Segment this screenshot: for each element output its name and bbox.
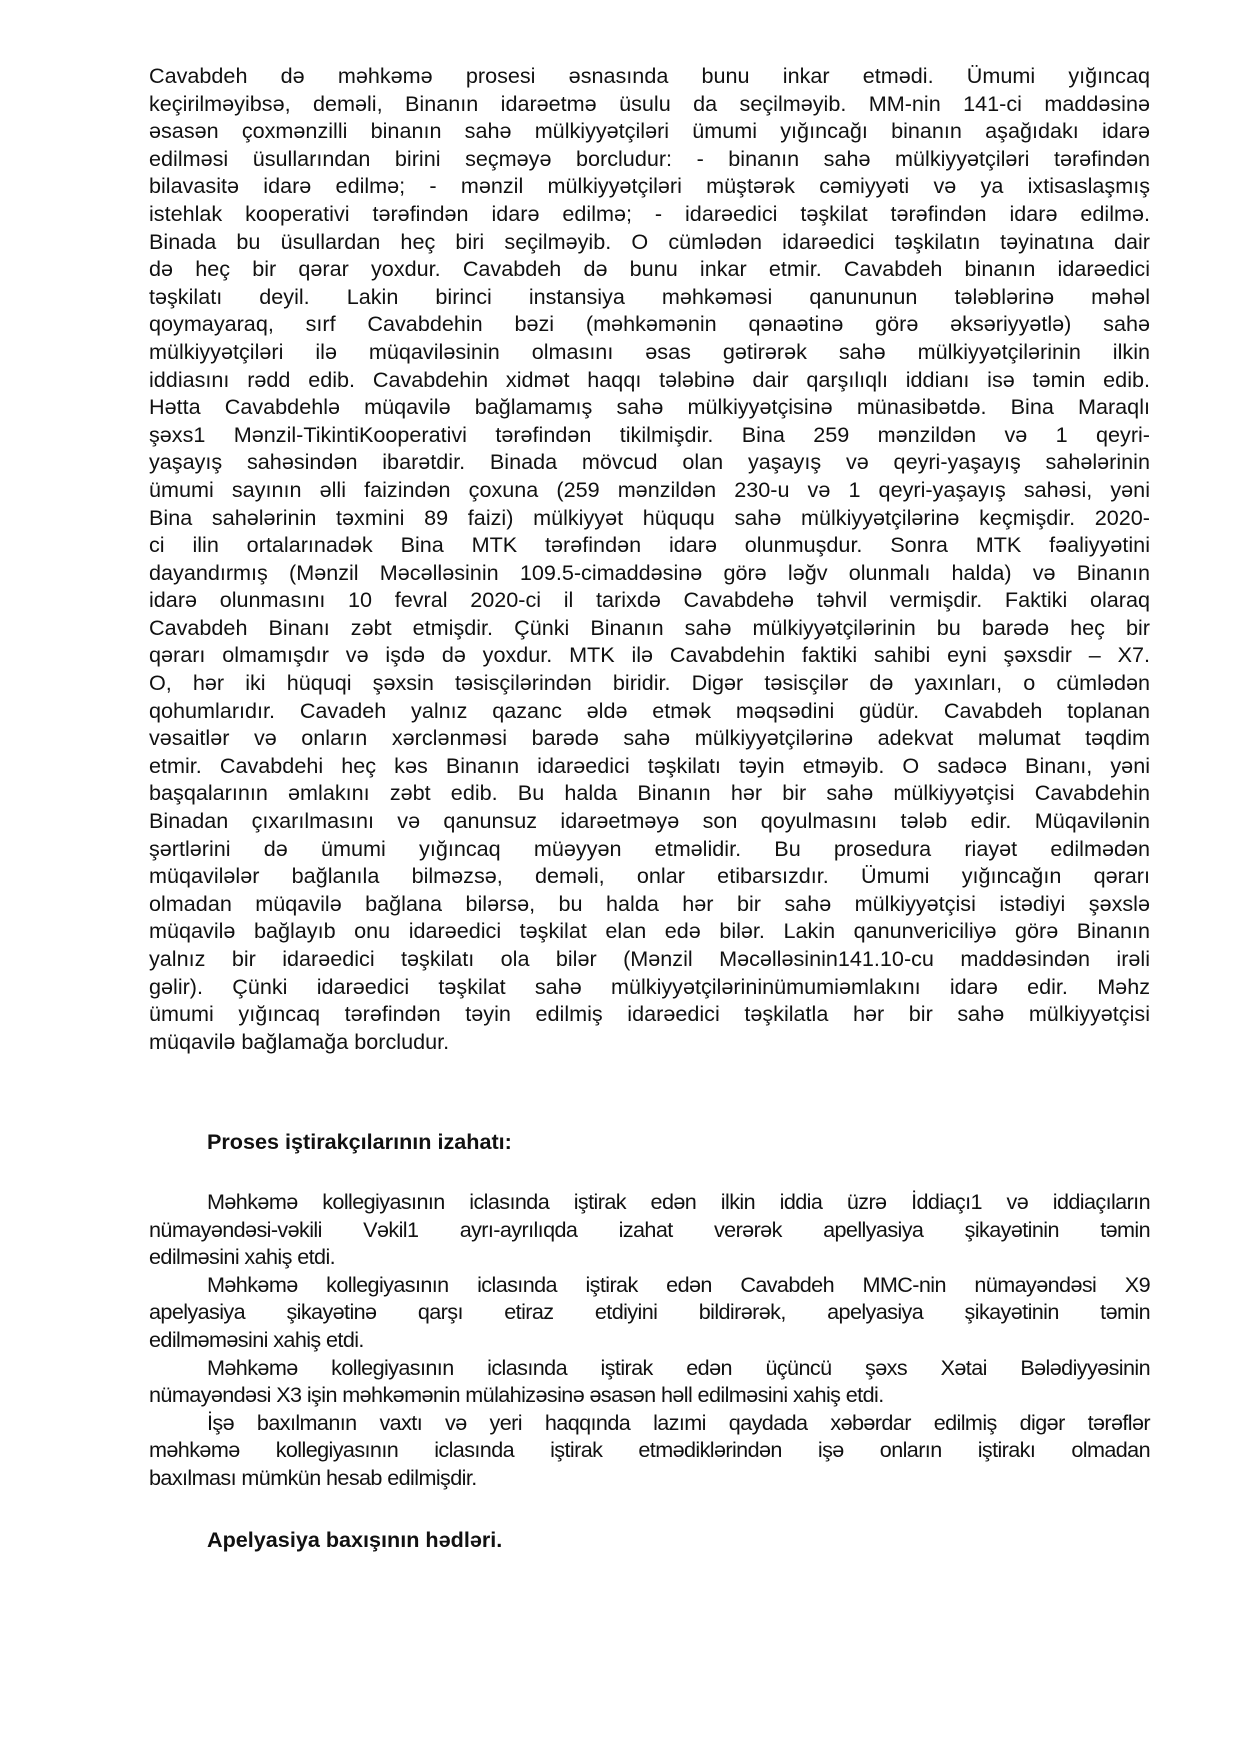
text-line: Hətta Cavabdehlə müqavilə bağlamamış sahə mülkiyyətçisinə münasibətdə. Bina Maraqlı [149,394,1150,420]
text-line: müqavilə bağlamağa borcludur. [149,1028,450,1054]
text-line: qohumlarıdır. Cavadeh yalnız qazanc əldə etmək məqsədini güdür. Cavabdeh toplanan [149,697,1150,723]
text-line: məhkəmə kollegiyasının iclasında iştirak etmədiklərindən işə onların iştirakı olmadan [149,1437,1150,1463]
text-line: müqavilə bağlayıb onu idarəedici təşkilat elan edə bilər. Lakin qanunvericiliyə görə Binanın [149,918,1150,944]
text-line: şəxs1 Mənzil-TikintiKooperativi tərəfindən tikilmişdir. Bina 259 mənzildən və 1 qeyri- [149,421,1150,447]
text-line: istehlak kooperativi tərəfindən idarə edilmə; - idarəedici təşkilat tərəfindən idarə edilmə. [149,200,1150,226]
text-line: qoymayaraq, sırf Cavabdehin bəzi (məhkəmənin qənaətinə görə əksəriyyətlə) sahə [149,311,1150,337]
text-line: ümumi sayının əlli faizindən çoxuna (259 mənzildən 230-u və 1 qeyri-yaşayış sahəsi, yəni [149,476,1150,502]
text-line: İşə baxılmanın vaxtı və yeri haqqında lazımi qaydada xəbərdar edilmiş digər tərəflər [207,1409,1150,1435]
text-line: Binadan çıxarılmasını və qanunsuz idarəetməyə son qoyulmasını tələb edir. Müqavilənin [149,808,1150,834]
text-line: edilməsini xahiş etdi. [149,1244,336,1270]
text-line: O, hər iki hüquqi şəxsin təsisçilərindən biridir. Digər təsisçilər də yaxınları, o cümlədən [149,670,1150,696]
participants-explanation-section [149,1188,1150,1492]
section-heading-participants-explanation: Proses iştirakçılarının izahatı: [207,1129,512,1154]
text-line: Məhkəmə kollegiyasının iclasında iştirak edən üçüncü şəxs Xətai Bələdiyyəsinin [207,1354,1150,1380]
text-line: dayandırmış (Mənzil Məcəlləsinin 109.5-cimaddəsinə görə ləğv olunmalı halda) və Binanın [149,559,1150,585]
explanation-paragraph [149,1188,1150,1271]
text-line: Cavabdeh də məhkəmə prosesi əsnasında bunu inkar etmədi. Ümumi yığıncaq [149,63,1150,88]
text-line: Bina sahələrinin təxmini 89 faizi) mülkiyyət hüququ sahə mülkiyyətçilərinə keçmişdir. 2020- [149,504,1150,530]
text-line: nümayəndəsi-vəkili Vəkil1 ayrı-ayrılıqda izahat verərək apellyasiya şikayətinin təmin [149,1216,1150,1242]
text-line: olmadan müqavilə bağlana bilərsə, bu halda hər bir sahə mülkiyyətçisi istədiyi şəxslə [149,890,1150,916]
text-line: müqavilələr bağlanıla bilməzsə, deməli, onlar etibarsızdır. Ümumi yığıncağın qərarı [149,863,1150,889]
text-line: etmir. Cavabdehi heç kəs Binanın idarəedici təşkilatı təyin etməyib. O sadəcə Binanı, yəni [149,752,1150,778]
text-line: edilməməsini xahiş etdi. [149,1326,364,1352]
text-line: şərtlərini də ümumi yığıncaq müəyyən etməlidir. Bu prosedura riayət edilmədən [149,835,1150,861]
body-paragraph-1 [149,62,1150,1055]
text-line: bilavasitə idarə edilmə; - mənzil mülkiyyətçiləri müştərək cəmiyyəti və ya ixtisaslaşmış [149,173,1150,199]
text-line: keçirilməyibsə, deməli, Binanın idarəetmə üsulu da seçilməyib. MM-nin 141-ci maddəsinə [149,90,1150,116]
text-line: yalnız bir idarəedici təşkilatı ola bilər (Mənzil Məcəlləsinin141.10-cu maddəsindən irəli [149,946,1150,971]
text-line: apelyasiya şikayətinə qarşı etiraz etdiyini bildirərək, apelyasiya şikayətinin təmin [149,1299,1150,1325]
explanation-paragraph [149,1354,1150,1409]
text-line: təşkilatı deyil. Lakin birinci instansiya məhkəməsi qanununun tələblərinə məhəl [149,283,1150,309]
text-line: başqalarının əmlakını zəbt edib. Bu halda Binanın hər bir sahə mülkiyyətçisi Cavabdehin [149,780,1150,806]
text-line: Binada bu üsullardan heç biri seçilməyib. O cümlədən idarəedici təşkilatın təyinatına dair [149,228,1150,254]
text-line: Məhkəmə kollegiyasının iclasında iştirak edən ilkin iddia üzrə İddiaçı1 və iddiaçıların [207,1189,1150,1214]
text-line: də heç bir qərar yoxdur. Cavabdeh də bunu inkar etmir. Cavabdeh binanın idarəedici [149,256,1150,282]
text-line: vəsaitlər və onların xərclənməsi barədə sahə mülkiyyətçilərinə adekvat məlumat təqdim [149,725,1150,751]
section-heading-appeal-limits: Apelyasiya baxışının hədləri. [207,1527,503,1552]
explanation-paragraph [149,1409,1150,1492]
text-line: baxılması mümkün hesab edilmişdir. [149,1464,477,1490]
explanation-paragraph [149,1271,1150,1354]
text-line: edilməsi üsullarından birini seçməyə borcludur: - binanın sahə mülkiyyətçiləri tərəfindən [149,145,1150,171]
text-line: Məhkəmə kollegiyasının iclasında iştirak edən Cavabdeh MMC-nin nümayəndəsi X9 [207,1271,1150,1297]
text-line: ümumi yığıncaq tərəfindən təyin edilmiş idarəedici təşkilatla hər bir sahə mülkiyyətçisi [149,1001,1150,1027]
text-line: ci ilin ortalarınadək Bina MTK tərəfindən idarə olunmuşdur. Sonra MTK fəaliyyətini [149,532,1150,558]
text-line: yaşayış sahəsindən ibarətdir. Binada mövcud olan yaşayış və qeyri-yaşayış sahələrinin [149,449,1150,475]
text-line: nümayəndəsi X3 işin məhkəmənin mülahizəsinə əsasən həll edilməsini xahiş etdi. [149,1382,884,1408]
text-line: qərarı olmamışdır və işdə də yoxdur. MTK ilə Cavabdehin faktiki sahibi eyni şəxsdir – X7. [149,642,1150,668]
text-line: əsasən çoxmənzilli binanın sahə mülkiyyətçiləri ümumi yığıncağı binanın aşağıdakı idarə [149,118,1150,144]
text-line: iddiasını rədd edib. Cavabdehin xidmət haqqı tələbinə dair qarşılıqlı iddianı isə təmin edib. [149,366,1150,392]
text-line: idarə olunmasını 10 fevral 2020-ci il tarixdə Cavabdehə təhvil vermişdir. Faktiki olaraq [149,587,1150,613]
text-line: Cavabdeh Binanı zəbt etmişdir. Çünki Binanın sahə mülkiyyətçilərinin bu barədə heç bir [149,614,1150,640]
text-line: mülkiyyətçiləri ilə müqaviləsinin olmasını əsas gətirərək sahə mülkiyyətçilərinin ilkin [149,338,1150,364]
text-line: gəlir). Çünki idarəedici təşkilat sahə mülkiyyətçilərininümumiəmlakını idarə edir. Məhz [149,973,1150,999]
